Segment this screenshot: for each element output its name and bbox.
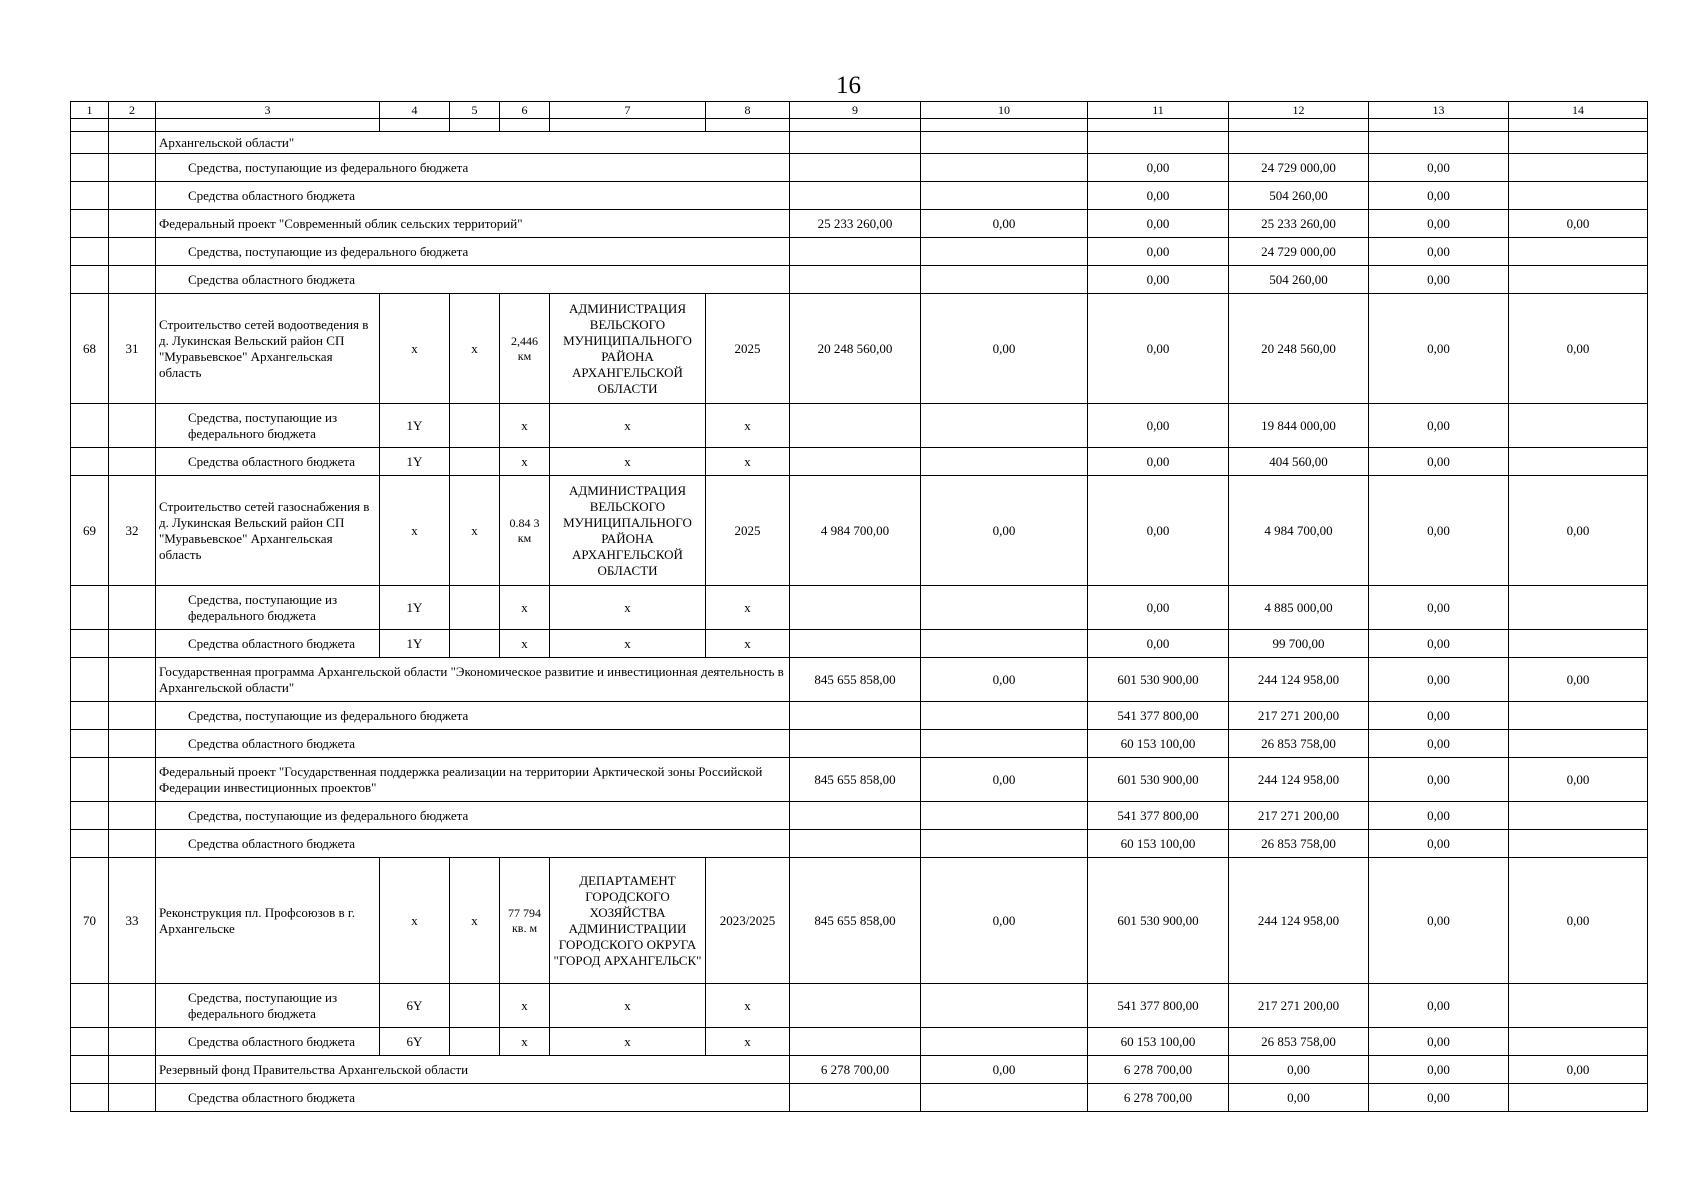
col-header: 5 xyxy=(450,102,500,119)
cell-c12: 244 124 958,00 xyxy=(1229,658,1369,702)
cell-c12: 4 984 700,00 xyxy=(1229,476,1369,586)
cell-c13: 0,00 xyxy=(1369,858,1509,984)
cell-c12: 99 700,00 xyxy=(1229,630,1369,658)
cell-c6: 0.84 3 км xyxy=(500,476,550,586)
cell-c12: 0,00 xyxy=(1229,1084,1369,1112)
cell-c11: 0,00 xyxy=(1088,630,1229,658)
row-title: Средства областного бюджета xyxy=(156,1028,380,1056)
cell-c13: 0,00 xyxy=(1369,266,1509,294)
cell-c12: 24 729 000,00 xyxy=(1229,238,1369,266)
cell-c13: 0,00 xyxy=(1369,238,1509,266)
cell-c14: 0,00 xyxy=(1509,1056,1648,1084)
row-title: Средства, поступающие из федерального бюджета xyxy=(156,702,790,730)
cell-c13: 0,00 xyxy=(1369,702,1509,730)
cell-c7: x xyxy=(550,404,706,448)
cell-c9: 845 655 858,00 xyxy=(790,758,921,802)
col-header: 9 xyxy=(790,102,921,119)
cell-c12: 217 271 200,00 xyxy=(1229,702,1369,730)
cell-c12: 26 853 758,00 xyxy=(1229,830,1369,858)
cell-c14: 0,00 xyxy=(1509,210,1648,238)
cell-c11: 601 530 900,00 xyxy=(1088,658,1229,702)
col-header: 3 xyxy=(156,102,380,119)
object-name: Реконструкция пл. Профсоюзов в г. Архангельске xyxy=(156,858,380,984)
cell-c10: 0,00 xyxy=(921,858,1088,984)
column-number-row xyxy=(71,102,1648,119)
cell-c12: 26 853 758,00 xyxy=(1229,730,1369,758)
cell-c14: 0,00 xyxy=(1509,658,1648,702)
cell-c8: x xyxy=(706,448,790,476)
cell-c11: 0,00 xyxy=(1088,448,1229,476)
cell-c13: 0,00 xyxy=(1369,758,1509,802)
cell-c7: АДМИНИСТРАЦИЯ ВЕЛЬСКОГО МУНИЦИПАЛЬНОГО РАЙОНА АРХАНГЕЛЬСКОЙ ОБЛАСТИ xyxy=(550,476,706,586)
cell-c11: 541 377 800,00 xyxy=(1088,802,1229,830)
cell-c10: 0,00 xyxy=(921,758,1088,802)
row-title: Средства областного бюджета xyxy=(156,1084,790,1112)
cell-c7: ДЕПАРТАМЕНТ ГОРОДСКОГО ХОЗЯЙСТВА АДМИНИСТРАЦИИ ГОРОДСКОГО ОКРУГА "ГОРОД АРХАНГЕЛЬСК" xyxy=(550,858,706,984)
cell-c12: 504 260,00 xyxy=(1229,182,1369,210)
col-header: 12 xyxy=(1229,102,1369,119)
cell-c2: 32 xyxy=(109,476,156,586)
cell-c8: 2023/2025 xyxy=(706,858,790,984)
cell-c4: 1Y xyxy=(380,448,450,476)
cell-c1: 70 xyxy=(71,858,109,984)
cell-c10: 0,00 xyxy=(921,476,1088,586)
row-title: Средства, поступающие из федерального бюджета xyxy=(156,586,380,630)
cell-c4: 6Y xyxy=(380,984,450,1028)
cell-c7: x xyxy=(550,1028,706,1056)
col-header: 6 xyxy=(500,102,550,119)
cell-c8: x xyxy=(706,586,790,630)
cell-c1: 69 xyxy=(71,476,109,586)
cell-c5: x xyxy=(450,858,500,984)
cell-c11: 601 530 900,00 xyxy=(1088,758,1229,802)
col-header: 13 xyxy=(1369,102,1509,119)
cell-c8: x xyxy=(706,1028,790,1056)
row-title: Федеральный проект "Современный облик сельских территорий" xyxy=(156,210,790,238)
row-title: Средства, поступающие из федерального бюджета xyxy=(156,154,790,182)
col-header: 2 xyxy=(109,102,156,119)
cell-c12: 244 124 958,00 xyxy=(1229,758,1369,802)
table-row xyxy=(71,266,1648,294)
page-number: 16 xyxy=(836,72,861,99)
cell-c7: x xyxy=(550,630,706,658)
cell-c14: 0,00 xyxy=(1509,476,1648,586)
cell-c12: 217 271 200,00 xyxy=(1229,984,1369,1028)
cell-c4: x xyxy=(380,476,450,586)
cell-c13: 0,00 xyxy=(1369,476,1509,586)
table-row xyxy=(71,1056,1648,1084)
spacer-row xyxy=(71,119,1648,132)
cell-c10: 0,00 xyxy=(921,294,1088,404)
table-row xyxy=(71,758,1648,802)
cell-c4: x xyxy=(380,294,450,404)
row-title: Государственная программа Архангельской области "Экономическое развитие и инвестиционная деятельность в Архангельской области" xyxy=(156,658,790,702)
cell-c8: x xyxy=(706,984,790,1028)
cell-c13: 0,00 xyxy=(1369,1056,1509,1084)
table-row xyxy=(71,830,1648,858)
cell-c13: 0,00 xyxy=(1369,630,1509,658)
col-header: 10 xyxy=(921,102,1088,119)
table-row xyxy=(71,210,1648,238)
table-row xyxy=(71,802,1648,830)
cell-c9: 845 655 858,00 xyxy=(790,658,921,702)
cell-c6: 2,446 км xyxy=(500,294,550,404)
cell-c14: 0,00 xyxy=(1509,294,1648,404)
cell-c4: 1Y xyxy=(380,630,450,658)
table-row xyxy=(71,702,1648,730)
cell-c6: x xyxy=(500,630,550,658)
row-title: Средства областного бюджета xyxy=(156,182,790,210)
cell-c6: 77 794 кв. м xyxy=(500,858,550,984)
cell-c11: 0,00 xyxy=(1088,266,1229,294)
cell-c12: 19 844 000,00 xyxy=(1229,404,1369,448)
cell-c10: 0,00 xyxy=(921,658,1088,702)
cell-c13: 0,00 xyxy=(1369,448,1509,476)
cell-c11: 60 153 100,00 xyxy=(1088,830,1229,858)
cell-c13: 0,00 xyxy=(1369,830,1509,858)
cell-c7: x xyxy=(550,448,706,476)
row-title: Средства областного бюджета xyxy=(156,448,380,476)
cell-c4: 1Y xyxy=(380,404,450,448)
cell-c8: x xyxy=(706,630,790,658)
cell-c4: 1Y xyxy=(380,586,450,630)
cell-c5: x xyxy=(450,294,500,404)
cell-c6: x xyxy=(500,448,550,476)
table-row xyxy=(71,404,1648,448)
cell-c6: x xyxy=(500,404,550,448)
cell-c11: 6 278 700,00 xyxy=(1088,1084,1229,1112)
cell-c9: 20 248 560,00 xyxy=(790,294,921,404)
cell-c13: 0,00 xyxy=(1369,210,1509,238)
cell-c12: 20 248 560,00 xyxy=(1229,294,1369,404)
cell-c7: x xyxy=(550,586,706,630)
table-row xyxy=(71,630,1648,658)
cell-c11: 0,00 xyxy=(1088,404,1229,448)
cell-c8: 2025 xyxy=(706,294,790,404)
cell-c11: 60 153 100,00 xyxy=(1088,730,1229,758)
cell-c13: 0,00 xyxy=(1369,658,1509,702)
object-name: Строительство сетей газоснабжения в д. Лукинская Вельский район СП "Муравьевское" Архангельская область xyxy=(156,476,380,586)
cell-c13: 0,00 xyxy=(1369,1084,1509,1112)
row-title: Средства областного бюджета xyxy=(156,630,380,658)
cell-c5: x xyxy=(450,476,500,586)
cell-c13: 0,00 xyxy=(1369,1028,1509,1056)
cell-c9: 845 655 858,00 xyxy=(790,858,921,984)
cell-c14: 0,00 xyxy=(1509,758,1648,802)
col-header: 7 xyxy=(550,102,706,119)
cell-c11: 6 278 700,00 xyxy=(1088,1056,1229,1084)
object-name: Строительство сетей водоотведения в д. Лукинская Вельский район СП "Муравьевское" Архангельская область xyxy=(156,294,380,404)
cell-c13: 0,00 xyxy=(1369,802,1509,830)
cell-c9: 4 984 700,00 xyxy=(790,476,921,586)
table-row xyxy=(71,294,1648,404)
table-row xyxy=(71,476,1648,586)
cell-c6: x xyxy=(500,984,550,1028)
cell-c11: 0,00 xyxy=(1088,210,1229,238)
cell-c11: 60 153 100,00 xyxy=(1088,1028,1229,1056)
row-title: Резервный фонд Правительства Архангельской области xyxy=(156,1056,790,1084)
cell-c11: 0,00 xyxy=(1088,586,1229,630)
row-title: Средства, поступающие из федерального бюджета xyxy=(156,238,790,266)
cell-c4: x xyxy=(380,858,450,984)
col-header: 11 xyxy=(1088,102,1229,119)
cell-c9: 6 278 700,00 xyxy=(790,1056,921,1084)
cell-c13: 0,00 xyxy=(1369,154,1509,182)
cell-c12: 24 729 000,00 xyxy=(1229,154,1369,182)
table-row xyxy=(71,132,1648,154)
budget-table xyxy=(70,101,1648,1112)
row-title: Средства областного бюджета xyxy=(156,730,790,758)
cell-c12: 4 885 000,00 xyxy=(1229,586,1369,630)
cell-c11: 0,00 xyxy=(1088,182,1229,210)
table-row xyxy=(71,658,1648,702)
cell-c4: 6Y xyxy=(380,1028,450,1056)
cell-c2: 31 xyxy=(109,294,156,404)
row-title: Средства, поступающие из федерального бюджета xyxy=(156,802,790,830)
cell-c11: 601 530 900,00 xyxy=(1088,858,1229,984)
cell-c12: 26 853 758,00 xyxy=(1229,1028,1369,1056)
row-title: Федеральный проект "Государственная поддержка реализации на территории Арктической зоны Российской Федерации инвестиционных проектов" xyxy=(156,758,790,802)
table-row xyxy=(71,730,1648,758)
cell-c13: 0,00 xyxy=(1369,730,1509,758)
cell-c11: 0,00 xyxy=(1088,476,1229,586)
row-title: Архангельской области" xyxy=(156,132,790,154)
cell-c13: 0,00 xyxy=(1369,586,1509,630)
cell-c6: x xyxy=(500,1028,550,1056)
row-title: Средства областного бюджета xyxy=(156,830,790,858)
col-header: 8 xyxy=(706,102,790,119)
col-header: 1 xyxy=(71,102,109,119)
table-row xyxy=(71,1028,1648,1056)
cell-c13: 0,00 xyxy=(1369,984,1509,1028)
cell-c1: 68 xyxy=(71,294,109,404)
cell-c6: x xyxy=(500,586,550,630)
cell-c12: 0,00 xyxy=(1229,1056,1369,1084)
col-header: 14 xyxy=(1509,102,1648,119)
cell-c14: 0,00 xyxy=(1509,858,1648,984)
table-row xyxy=(71,238,1648,266)
cell-c11: 541 377 800,00 xyxy=(1088,702,1229,730)
cell-c2: 33 xyxy=(109,858,156,984)
table-row xyxy=(71,448,1648,476)
cell-c11: 0,00 xyxy=(1088,238,1229,266)
cell-c12: 404 560,00 xyxy=(1229,448,1369,476)
cell-c9: 25 233 260,00 xyxy=(790,210,921,238)
cell-c12: 217 271 200,00 xyxy=(1229,802,1369,830)
table-row xyxy=(71,586,1648,630)
cell-c13: 0,00 xyxy=(1369,182,1509,210)
cell-c8: 2025 xyxy=(706,476,790,586)
row-title: Средства областного бюджета xyxy=(156,266,790,294)
cell-c13: 0,00 xyxy=(1369,294,1509,404)
table-row xyxy=(71,858,1648,984)
cell-c13: 0,00 xyxy=(1369,404,1509,448)
cell-c12: 25 233 260,00 xyxy=(1229,210,1369,238)
cell-c11: 0,00 xyxy=(1088,154,1229,182)
cell-c10: 0,00 xyxy=(921,210,1088,238)
table-row xyxy=(71,1084,1648,1112)
col-header: 4 xyxy=(380,102,450,119)
cell-c12: 244 124 958,00 xyxy=(1229,858,1369,984)
row-title: Средства, поступающие из федерального бюджета xyxy=(156,404,380,448)
cell-c11: 0,00 xyxy=(1088,294,1229,404)
cell-c7: x xyxy=(550,984,706,1028)
table-row xyxy=(71,984,1648,1028)
cell-c8: x xyxy=(706,404,790,448)
table-row xyxy=(71,154,1648,182)
cell-c10: 0,00 xyxy=(921,1056,1088,1084)
cell-c7: АДМИНИСТРАЦИЯ ВЕЛЬСКОГО МУНИЦИПАЛЬНОГО РАЙОНА АРХАНГЕЛЬСКОЙ ОБЛАСТИ xyxy=(550,294,706,404)
cell-c11: 541 377 800,00 xyxy=(1088,984,1229,1028)
row-title: Средства, поступающие из федерального бюджета xyxy=(156,984,380,1028)
table-row xyxy=(71,182,1648,210)
cell-c12: 504 260,00 xyxy=(1229,266,1369,294)
